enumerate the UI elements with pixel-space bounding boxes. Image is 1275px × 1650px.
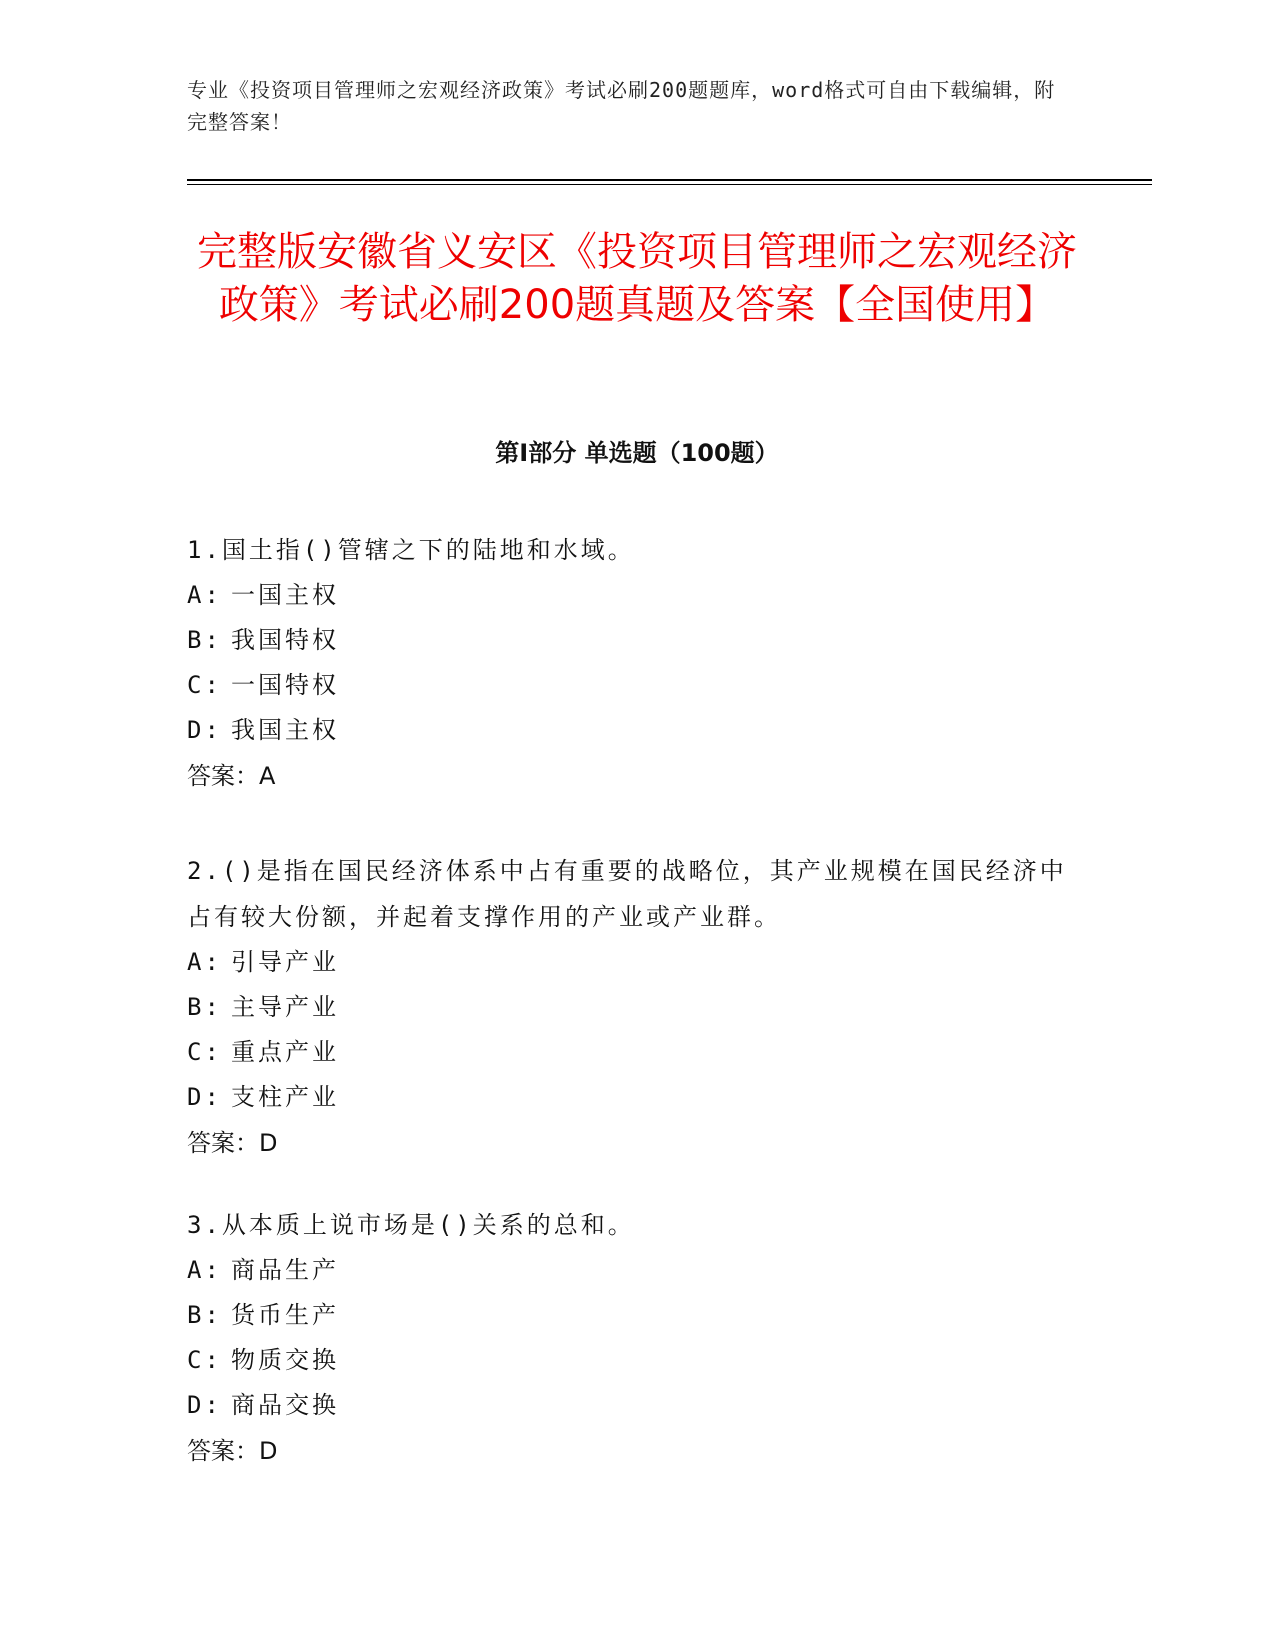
option-text: 物质交换: [231, 1346, 339, 1374]
option-b: [187, 618, 1067, 663]
option-b: [187, 985, 1067, 1030]
option-text: 商品生产: [231, 1256, 339, 1284]
option-c: [187, 663, 1067, 708]
option-key: A:: [187, 948, 222, 976]
question-3: [187, 1202, 1067, 1474]
question-stem: 1.国土指()管辖之下的陆地和水域。: [187, 536, 635, 564]
option-key: B:: [187, 626, 222, 654]
answer-line: 答案：D: [187, 1437, 278, 1465]
option-key: B:: [187, 993, 222, 1021]
option-a: [187, 940, 1067, 985]
option-d: [187, 1383, 1067, 1428]
option-c: [187, 1338, 1067, 1383]
option-d: [187, 1075, 1067, 1120]
header-divider-thick: [187, 179, 1152, 181]
option-a: [187, 1248, 1067, 1293]
option-key: D:: [187, 716, 222, 744]
document-title: 完整版安徽省义安区《投资项目管理师之宏观经济政策》考试必刷200题真题及答案【全国使用】: [197, 229, 1077, 328]
option-text: 重点产业: [231, 1038, 339, 1066]
option-text: 支柱产业: [231, 1083, 339, 1111]
option-key: C:: [187, 671, 222, 699]
option-key: D:: [187, 1083, 222, 1111]
question-1: [187, 527, 1067, 799]
option-text: 一国主权: [231, 581, 339, 609]
answer-line: 答案：A: [187, 762, 276, 790]
option-c: [187, 1030, 1067, 1075]
header-note: 专业《投资项目管理师之宏观经济政策》考试必刷200题题库，word格式可自由下载编辑，附完整答案！: [187, 78, 1056, 134]
option-d: [187, 708, 1067, 753]
option-key: D:: [187, 1391, 222, 1419]
option-b: [187, 1293, 1067, 1338]
option-key: A:: [187, 581, 222, 609]
question-stem: 3.从本质上说市场是()关系的总和。: [187, 1211, 635, 1239]
option-text: 我国特权: [231, 626, 339, 654]
question-stem: 2.()是指在国民经济体系中占有重要的战略位，其产业规模在国民经济中占有较大份额，并起着支撑作用的产业或产业群。: [187, 857, 1067, 931]
option-text: 引导产业: [231, 948, 339, 976]
section-title: 第I部分 单选题（100题）: [495, 439, 779, 467]
option-a: [187, 573, 1067, 618]
answer-line: 答案：D: [187, 1129, 278, 1157]
option-key: B:: [187, 1301, 222, 1329]
option-text: 主导产业: [231, 993, 339, 1021]
option-key: C:: [187, 1038, 222, 1066]
header-divider-thin: [187, 184, 1152, 185]
option-key: A:: [187, 1256, 222, 1284]
option-text: 我国主权: [231, 716, 339, 744]
option-text: 商品交换: [231, 1391, 339, 1419]
question-2: [187, 848, 1067, 1166]
option-text: 一国特权: [231, 671, 339, 699]
option-text: 货币生产: [231, 1301, 339, 1329]
option-key: C:: [187, 1346, 222, 1374]
